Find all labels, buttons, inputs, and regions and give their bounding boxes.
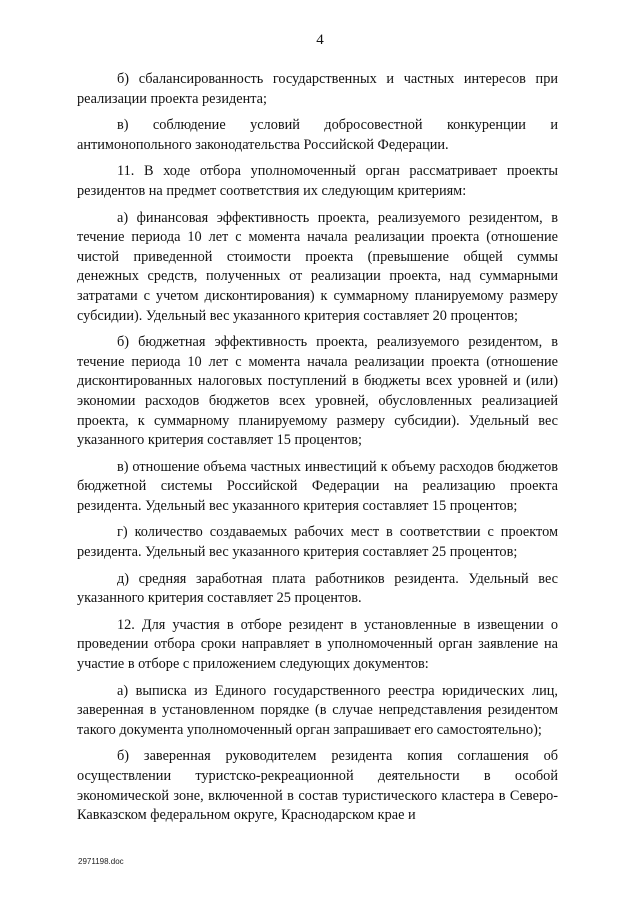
page-number: 4 bbox=[316, 32, 324, 48]
paragraph-12-application: 12. Для участия в отборе резидент в установленные в извещении о проведении отбора сроки направляет в уполномоченный орган заявление на участие в отборе с приложением следующих документов: bbox=[77, 616, 558, 673]
footer-file-name: 2971198.doc bbox=[78, 857, 124, 866]
paragraph-11-criteria: 11. В ходе отбора уполномоченный орган рассматривает проекты резидентов на предмет соответствия их следующим критериям: bbox=[77, 163, 558, 199]
paragraph-b-agreement-copy: б) заверенная руководителем резидента копия соглашения об осуществлении туристско-рекреационной деятельности в особой экономической зоне, включенной в состав туристического кластера в Северо-Кавказском федеральном округе, Краснодарском крае и bbox=[77, 748, 558, 824]
document-body bbox=[77, 70, 558, 826]
paragraph-g-jobs: г) количество создаваемых рабочих мест в соответствии с проектом резидента. Удельный вес указанного критерия составляет 25 процентов; bbox=[77, 524, 558, 561]
paragraph-b-balance: б) сбалансированность государственных и частных интересов при реализации проекта резидента; bbox=[77, 71, 558, 107]
paragraph-a-financial: а) финансовая эффективность проекта, реализуемого резидентом, в течение периода 10 лет с момента начала реализации проекта (отношение чистой приведенной стоимости проекта (превышение общей суммы денежных средств, полученных от реализации проекта, над суммарными затратами с учетом дисконтирования) к суммарному планируемому размеру субсидии). Удельный вес указанного критерия составляет 20 процентов; bbox=[77, 209, 558, 324]
paragraph-d-salary: д) средняя заработная плата работников резидента. Удельный вес указанного критерия составляет 25 процентов. bbox=[77, 570, 558, 607]
paragraph-a-registry-extract: а) выписка из Единого государственного реестра юридических лиц, заверенная в установленном порядке (в случае непредставления резидентом такого документа уполномоченный орган запрашивает его самостоятельно); bbox=[77, 682, 558, 738]
paragraph-v-competition: в) соблюдение условий добросовестной конкуренции и антимонопольного законодательства Российской Федерации. bbox=[77, 117, 558, 153]
paragraph-v-investment: в) отношение объема частных инвестиций к объему расходов бюджетов бюджетной системы Российской Федерации на реализацию проекта резидента. Удельный вес указанного критерия составляет 15 процентов; bbox=[77, 458, 558, 514]
paragraph-b-budget: б) бюджетная эффективность проекта, реализуемого резидентом, в течение периода 10 лет с момента начала реализации проекта (отношение дисконтированных налоговых поступлений в бюджеты всех уровней и (или) экономии расходов бюджетов всех уровней, обусловленных реализацией проекта, к суммарному планируемому размеру субсидии). Удельный вес указанного критерия составляет 15 процентов; bbox=[77, 334, 558, 449]
